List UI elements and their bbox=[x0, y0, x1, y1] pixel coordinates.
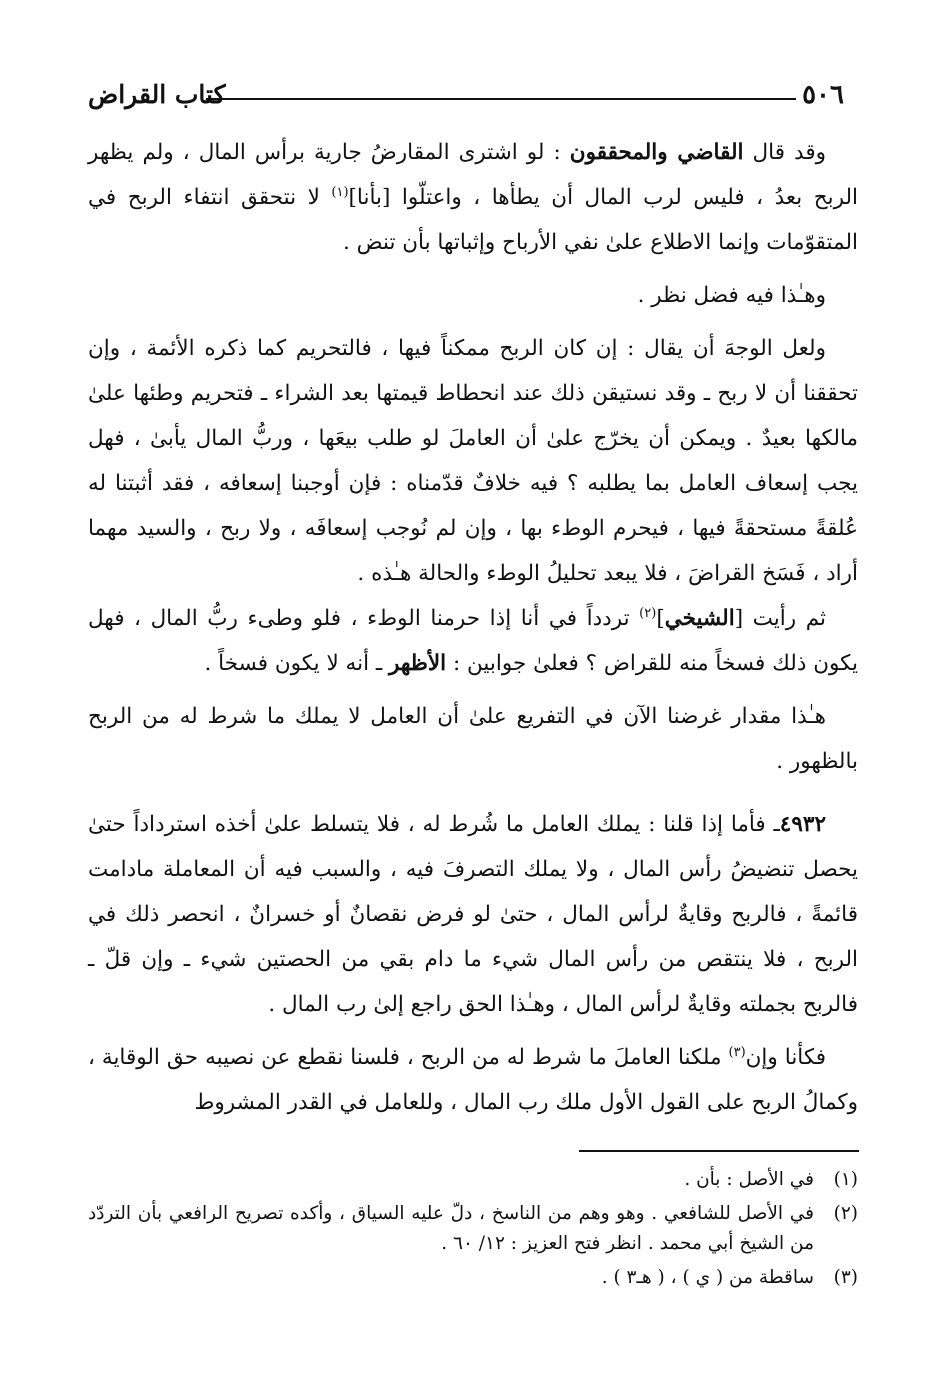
bold-phrase: الشيخي bbox=[664, 606, 735, 631]
paragraph-4: ثم رأيت [الشيخي]$^{(٢)}$ تردداً في أنا إذا حرمنا الوطء ، فلو وطىء ربُّ المال ، فهل يكون ذلك فسخاً منه للقراض ؟ فعلىٰ جوابين : الأظهر ـ أنه لا يكون فسخاً . bbox=[88, 605, 858, 676]
footnotes bbox=[88, 1165, 858, 1297]
running-title: كتاب القراض bbox=[88, 80, 226, 109]
paragraph-3: ولعل الوجهَ أن يقال : إن كان الربح ممكناً فيها ، فالتحريم كما ذكره الأئمة ، وإن تحققنا أن لا ربح ـ وقد نستيقن ذلك عند انحطاط قيمتها بعد الشراء ـ فتحريم وطئها علىٰ مالكها بعيدٌ . ويمكن أن يخرّج علىٰ أن العاملَ لو طلب بيعَها ، وربُّ المال يأبىٰ ، فهل يجب إسعاف العامل بما يطلبه ؟ فيه خلافٌ قدّمناه : فإن أوجبنا إسعافه ، فقد أثبتنا له عُلقةً مستحقةً فيها ، فيحرم الوطء بها ، وإن لم نُوجب إسعافَه ، ولا ربح ، والسيد مهما أراد ، فَسَخ القراضَ ، فلا يبعد تحليلُ الوطء والحالة هـٰذه . bbox=[88, 336, 858, 586]
footnote-separator bbox=[579, 1150, 859, 1152]
bold-phrase: القاضي والمحققون bbox=[569, 140, 744, 165]
paragraph-6: ٤٩٣٢ـ فأما إذا قلنا : يملك العامل ما شُرط له ، فلا يتسلط علىٰ أخذه استرداداً حتىٰ يحصل تنضيضُ رأس المال ، ولا يملك التصرفَ فيه ، والسبب فيه أن المعاملة مادامت قائمةً ، فالربح وقايةٌ لرأس المال ، حتىٰ لو فرض نقصانٌ أو خسرانٌ ، انحصر ذلك في الربح ، فلا ينتقص من رأس المال شيء ما دام بقي من الحصتين شيء ـ وإن قلّ ـ فالربح بجملته وقايةٌ لرأس المال ، وهـٰذا الحق راجع إلىٰ رب المال . bbox=[88, 812, 858, 1017]
footnote-ref-2[interactable]: (٢) bbox=[639, 605, 657, 621]
paragraph-1: وقد قال القاضي والمحققون : لو اشترى المقارضُ جارية برأس المال ، ولم يظهر الربح بعدُ ، فليس لرب المال أن يطأها ، واعتلّوا [بأنا]$^{(١)}$ لا نتحقق انتفاء الربح في المتقوّمات وإنما الاطلاع علىٰ نفي الأرباح وإثباتها بأن تنض . bbox=[88, 140, 858, 255]
bold-phrase: الأظهر bbox=[389, 651, 447, 676]
footnote-text: في الأصل : بأن . bbox=[684, 1169, 814, 1190]
footnote-ref-3[interactable]: (٣) bbox=[728, 1044, 746, 1060]
paragraph-7: فكأنا وإن$^{(٣)}$ ملكنا العاملَ ما شرط له من الربح ، فلسنا نقطع عن نصيبه حق الوقاية ، وكمالُ الربح على القول الأول ملك رب المال ، وللعامل في القدر المشروط bbox=[88, 1044, 858, 1115]
main-text bbox=[88, 130, 858, 1125]
header-rule bbox=[206, 98, 796, 100]
footnote-2 bbox=[88, 1199, 858, 1259]
footnote-number: (٣) bbox=[833, 1267, 858, 1288]
footnote-text: ساقطة من ( ي ) ، ( هـ٣ ) . bbox=[601, 1267, 814, 1288]
paragraph-2: وهـٰذا فيه فضل نظر . bbox=[637, 283, 826, 308]
page-number: ٥٠٦ bbox=[802, 80, 844, 110]
footnote-1 bbox=[88, 1165, 858, 1195]
page-header bbox=[88, 78, 858, 118]
footnote-number: (١) bbox=[833, 1169, 858, 1190]
paragraph-5: هـٰذا مقدار غرضنا الآن في التفريع علىٰ أن العامل لا يملك ما شرط له من الربح بالظهور . bbox=[88, 704, 858, 774]
section-number: ٤٩٣٢ bbox=[779, 812, 826, 837]
footnote-ref-1[interactable]: (١) bbox=[331, 184, 349, 200]
footnote-3 bbox=[88, 1263, 858, 1293]
footnote-text: في الأصل للشافعي . وهو وهم من الناسخ ، دلّ عليه السياق ، وأكده تصريح الرافعي بأن التردّد من الشيخ أبي محمد . انظر فتح العزيز : ١٢/ ٦٠ . bbox=[88, 1203, 814, 1254]
footnote-number: (٢) bbox=[833, 1203, 858, 1224]
